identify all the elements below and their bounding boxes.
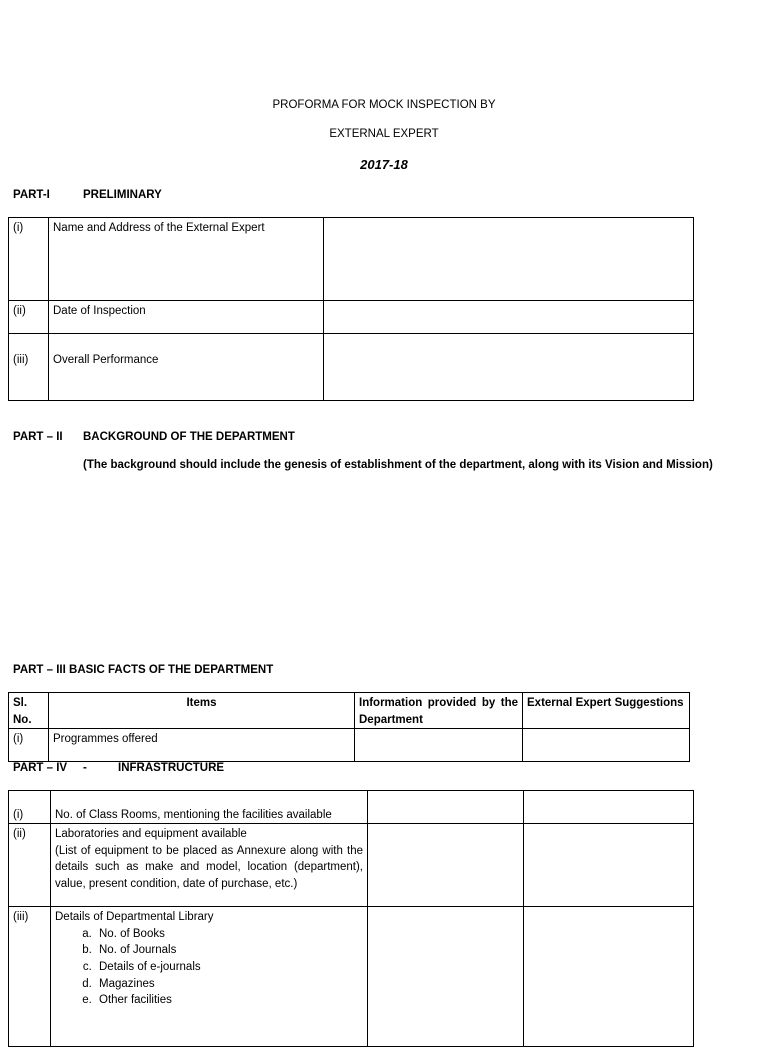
table-row — [9, 729, 690, 762]
row-item: Programmes offered — [49, 729, 355, 762]
part4-dash: - — [83, 762, 87, 774]
row-number: (i) — [9, 729, 49, 762]
part2-label: PART – II — [13, 431, 63, 443]
part2-title: BACKGROUND OF THE DEPARTMENT — [83, 431, 295, 443]
row-number: (ii) — [9, 301, 49, 334]
row-number: (iii) — [9, 334, 49, 401]
list-item: a. No. of Books — [95, 926, 363, 943]
header-info: Information provided by the Department — [355, 693, 523, 729]
info-cell[interactable] — [368, 824, 524, 907]
row-item: Overall Performance — [49, 334, 324, 401]
row-number: (iii) — [9, 907, 51, 1047]
part4-table — [8, 790, 694, 1047]
part2-note: (The background should include the genesis of establishment of the department, along with its Vision and Mission) — [83, 459, 713, 471]
row-item-note: (List of equipment to be placed as Annexure along with the details such as make and model, location (department), value, present condition, date of purchase, etc.) — [55, 844, 363, 890]
part4-title: INFRASTRUCTURE — [118, 762, 225, 774]
list-item: d. Magazines — [95, 976, 363, 993]
row-value-cell[interactable] — [324, 218, 694, 301]
row-item: Date of Inspection — [49, 301, 324, 334]
row-number: (ii) — [9, 824, 51, 907]
proforma-title-line1: PROFORMA FOR MOCK INSPECTION BY — [272, 99, 496, 111]
part1-label: PART-I — [13, 189, 50, 201]
part1-title: PRELIMINARY — [83, 189, 162, 201]
list-item: c. Details of e-journals — [95, 959, 363, 976]
table-header-row — [9, 693, 690, 729]
info-cell[interactable] — [355, 729, 523, 762]
expert-cell[interactable] — [523, 729, 690, 762]
table-row — [9, 334, 694, 401]
part3-table — [8, 692, 690, 762]
table-row — [9, 824, 694, 907]
library-sublist — [55, 926, 363, 1010]
table-row — [9, 907, 694, 1047]
row-number: (i) — [9, 218, 49, 301]
part1-table — [8, 217, 694, 401]
expert-cell[interactable] — [524, 791, 694, 824]
row-item: No. of Class Rooms, mentioning the facilities available — [51, 791, 368, 824]
header-sl-no: Sl. No. — [9, 693, 49, 729]
row-item: Name and Address of the External Expert — [49, 218, 324, 301]
table-row — [9, 791, 694, 824]
header-items: Items — [49, 693, 355, 729]
proforma-title-line2: EXTERNAL EXPERT — [329, 128, 439, 140]
row-item-cell — [51, 824, 368, 907]
row-number: (i) — [9, 791, 51, 824]
row-item: Details of Departmental Library — [55, 911, 214, 923]
header-expert: External Expert Suggestions — [523, 693, 690, 729]
row-value-cell[interactable] — [324, 301, 694, 334]
expert-cell[interactable] — [524, 824, 694, 907]
row-item: Laboratories and equipment available — [55, 828, 247, 840]
list-item: b. No. of Journals — [95, 942, 363, 959]
table-row — [9, 218, 694, 301]
list-item: e. Other facilities — [95, 992, 363, 1009]
table-row — [9, 301, 694, 334]
info-cell[interactable] — [368, 907, 524, 1047]
row-value-cell[interactable] — [324, 334, 694, 401]
part4-label: PART – IV — [13, 762, 68, 774]
part3-title: PART – III BASIC FACTS OF THE DEPARTMENT — [13, 664, 274, 676]
info-cell[interactable] — [368, 791, 524, 824]
expert-cell[interactable] — [524, 907, 694, 1047]
academic-year: 2017-18 — [360, 157, 408, 172]
row-item-cell — [51, 907, 368, 1047]
